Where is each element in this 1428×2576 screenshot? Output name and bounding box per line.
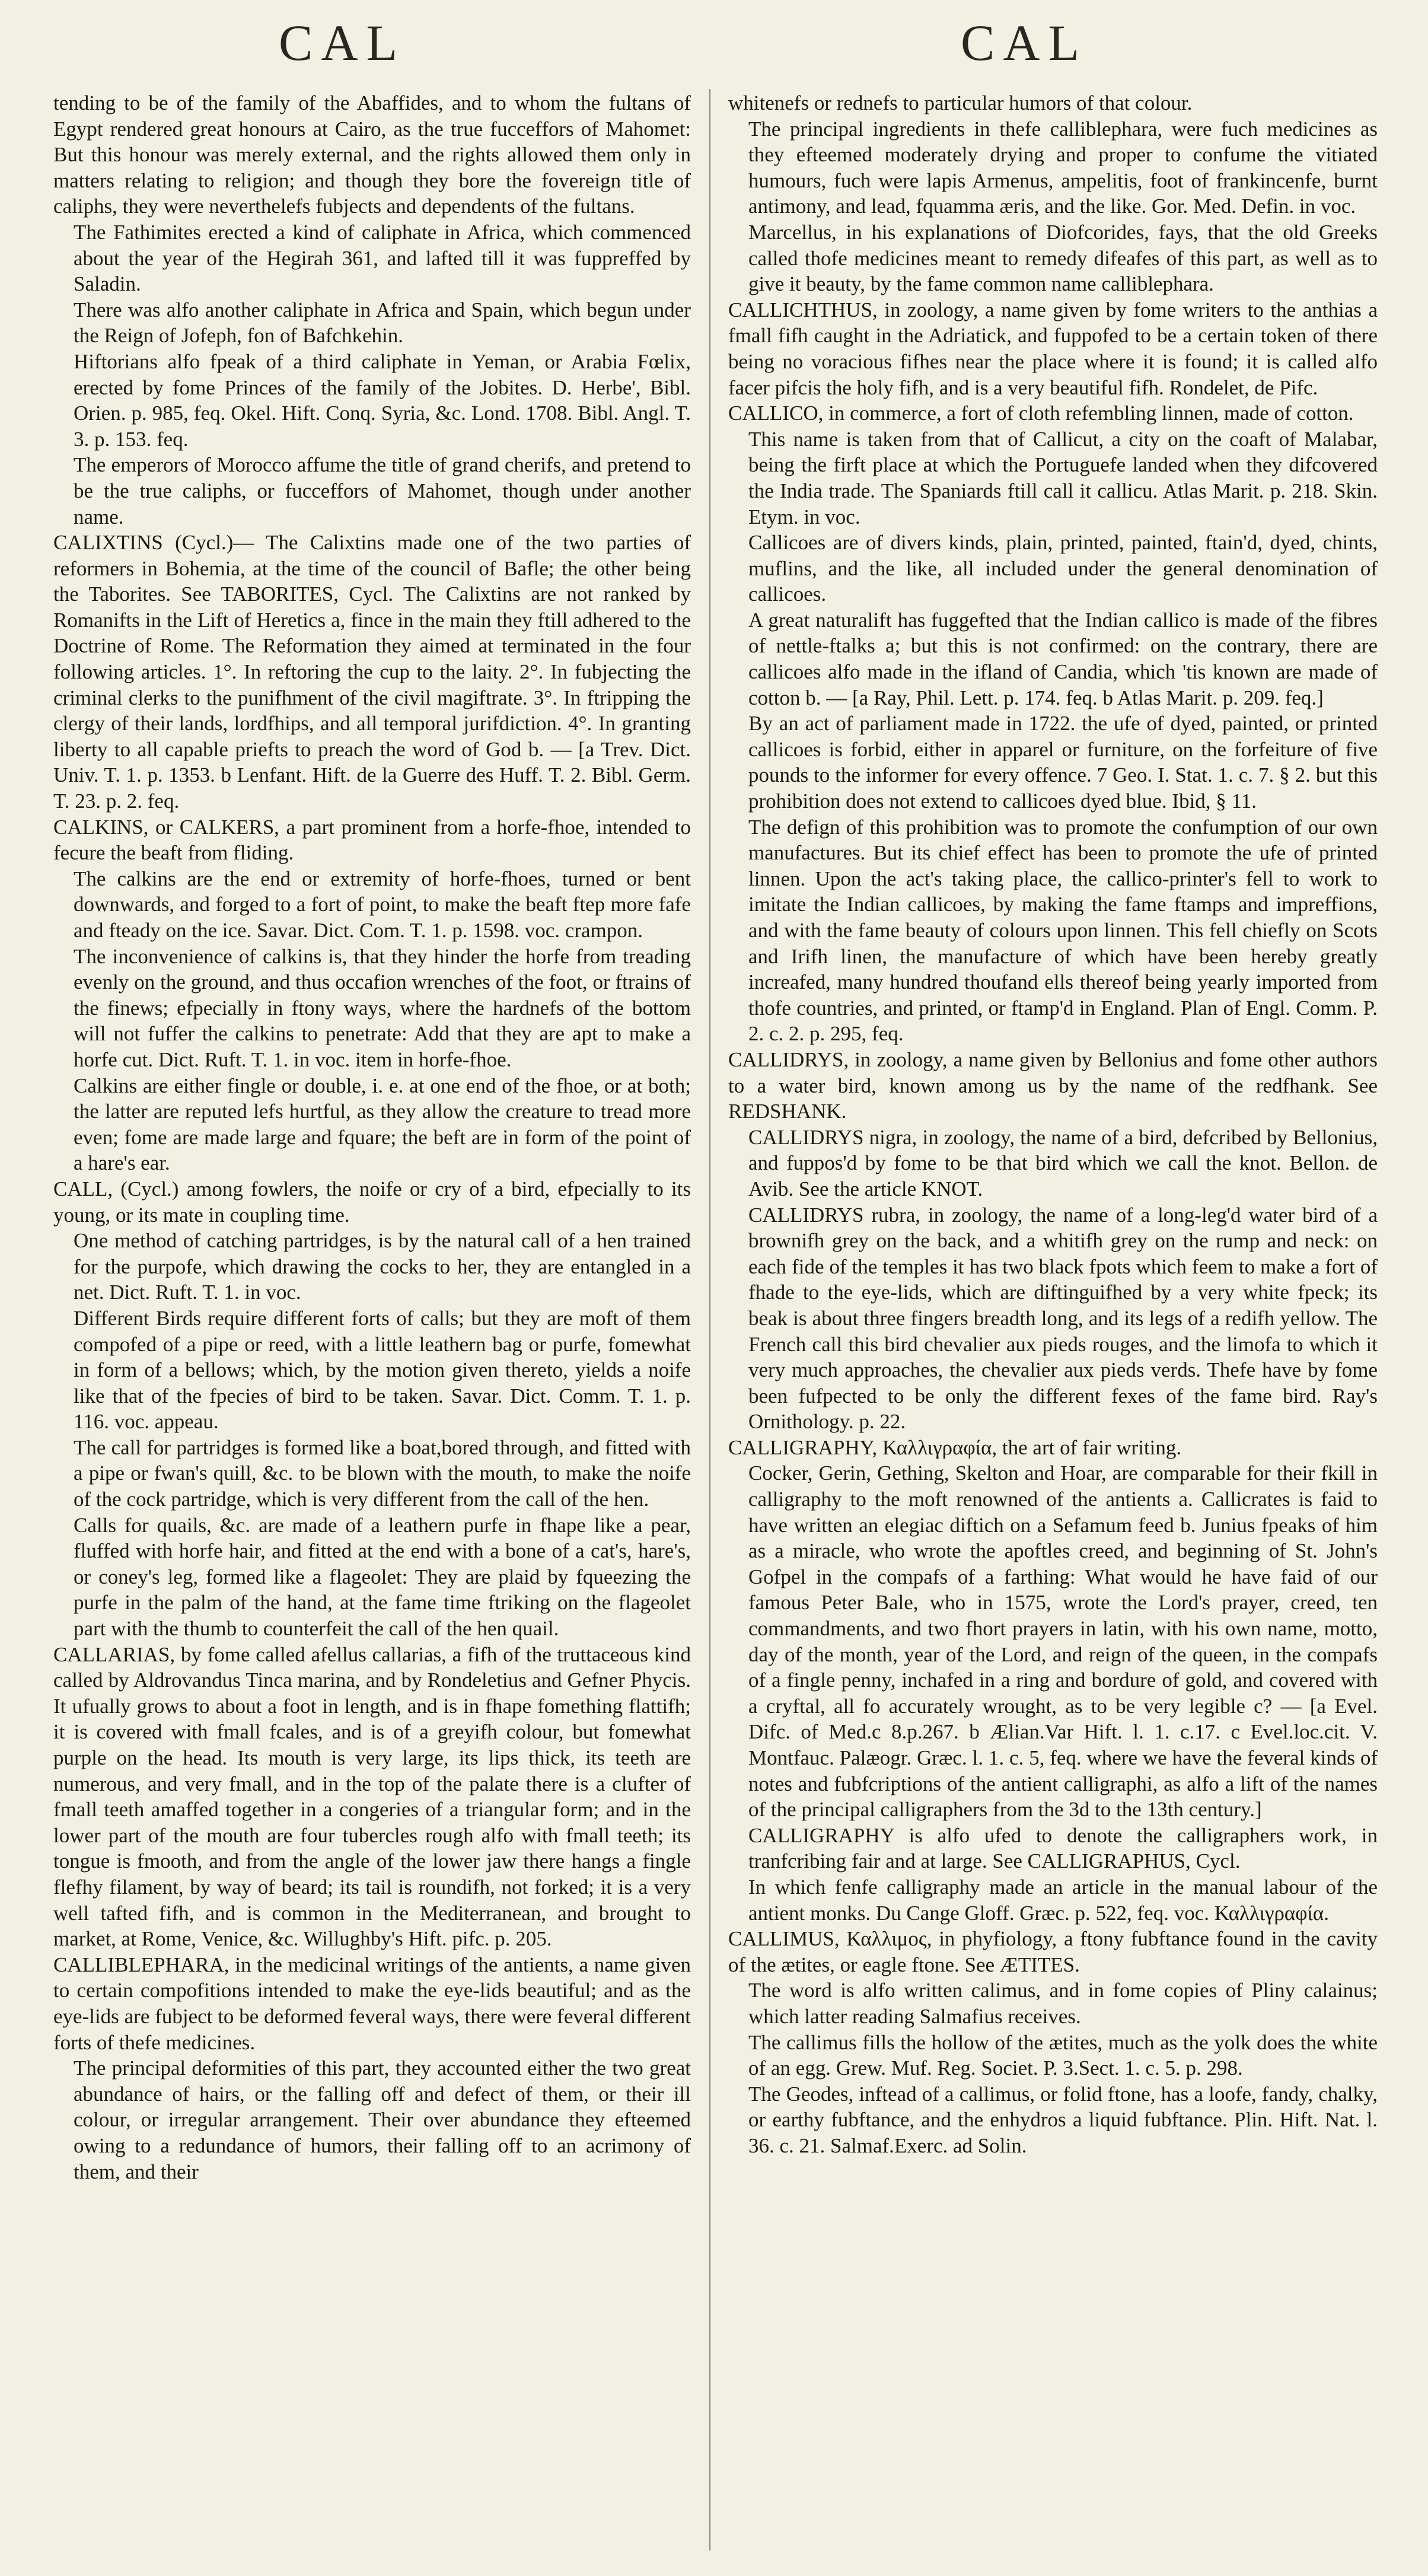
entry-paragraph: The principal deformities of this part, they accounted either the two great abundance of hairs, or the falling off and defect of them, or their ill colour, or irregular arrangement. Their over abundance they efteemed owing to a redundance of humors, their falling off to an acrimony of them, and their (74, 2056, 691, 2183)
entry-paragraph: The defign of this prohibition was to promote the confumption of our own manufactures. But its chief effect has been to promote the ufe of printed linnen. Upon the act's taking place, the callico-printer's fell to work to imitate the Indian callicoes, by making the fame ftamps and impreffions, and with the fame beauty of colours upon linnen. This fell chiefly on Scots and Irifh linen, the manufacture of which have been hereby greatly increafed, many hundred thoufand ells thereof being yearly imported from thofe countries, and printed, or ftamp'd in England. Plan of Engl. Comm. P. 2. c. 2. p. 295, feq. (748, 815, 1378, 1046)
running-head-right: CAL (961, 14, 1088, 71)
entry-paragraph: The calkins are the end or extremity of horfe-fhoes, turned or bent downwards, and forged to a fort of point, to make the beaft ftep more fafe and fteady on the ice. Savar. Dict. Com. T. 1. p. 1598. voc. crampon. (74, 867, 691, 942)
right-column (728, 90, 1378, 2546)
entry-paragraph: There was alfo another caliphate in Africa and Spain, which begun under the Reign of Jofeph, fon of Bafchkehin. (74, 298, 691, 348)
left-column (53, 90, 691, 2546)
entry-paragraph: Cocker, Gerin, Gething, Skelton and Hoar, are comparable for their fkill in calligraphy to the moft renowned of the antients a. Callicrates is faid to have written an elegiac diftich on a Sefamum feed b. Junius fpeaks of him as a miracle, who wrote the apoftles creed, and beginning of St. John's Gofpel in the compafs of a farthing: What would he have faid of our famous Peter Bale, who in 1575, wrote the Lord's prayer, creed, ten commandments, and two fhort prayers in latin, with his own name, motto, day of the month, year of the Lord, and reign of the queen, in the compafs of a fingle penny, inchafed in a ring and bordure of gold, and covered with a cryftal, all fo accurately wrought, as to be very legible c? — [a Evel. Difc. of Med.c 8.p.267. b Ælian.Var Hift. l. 1. c.17. c Evel.loc.cit. V. Montfauc. Palæogr. Græc. l. 1. c. 5, feq. where we have the feveral kinds of notes and fubfcriptions of the antient calligraphi, as alfo a lift of the names of the principal calligraphers from the 3d to the 13th century.] (748, 1461, 1378, 1822)
entry-paragraph: This name is taken from that of Callicut, a city on the coaft of Malabar, being the firft place at which the Portuguefe landed when they difcovered the India trade. The Spaniards ftill call it callicu. Atlas Marit. p. 218. Skin. Etym. in voc. (748, 427, 1378, 528)
entry-paragraph: In which fenfe calligraphy made an article in the manual labour of the antient monks. Du Cange Gloff. Græc. p. 522, feq. voc. Καλλιγραφία. (748, 1875, 1378, 1925)
entry-paragraph: CALLIGRAPHY is alfo ufed to denote the calligraphers work, in tranfcribing fair and at large. See CALLIGRAPHUS, Cycl. (748, 1823, 1378, 1873)
entry-paragraph: Marcellus, in his explanations of Diofcorides, fays, that the old Greeks called thofe medicines meant to remedy difeafes of this part, as well as to give it beauty, by the fame common name calliblephara. (748, 220, 1378, 296)
entry-paragraph: Callicoes are of divers kinds, plain, printed, painted, ftain'd, dyed, chints, muflins, and the like, all included under the general denomination of callicoes. (748, 531, 1378, 606)
entry-paragraph: whitenefs or rednefs to particular humors of that colour. (728, 91, 1193, 114)
entry-paragraph: The callimus fills the hollow of the ætites, much as the yolk does the white of an egg. Grew. Muf. Reg. Societ. P. 3.Sect. 1. c. 5. p. 298. (748, 2030, 1378, 2080)
dictionary-entry: CALIXTINS (Cycl.)— The Calixtins made one of the two parties of reformers in Bohemia, at the time of the council of Bafle; the other being the Taborites. See TABORITES, Cycl. The Calixtins are not ranked by Romanifts in the Lift of Heretics a, fince in the main they ftill adhered to the Doctrine of Rome. The Reformation they aimed at terminated in the four following articles. 1°. In reftoring the cup to the laity. 2°. In fubjecting the criminal clerks to the punifhment of the civil magiftrate. 3°. In ftripping the clergy of their lands, lordfhips, and all temporal jurifdiction. 4°. In granting liberty to all capable priefts to preach the word of God b. — [a Trev. Dict. Univ. T. 1. p. 1353. b Lenfant. Hift. de la Guerre des Huff. T. 2. Bibl. Germ. T. 23. p. 2. feq. (53, 531, 691, 813)
entry-paragraph: The Geodes, inftead of a callimus, or folid ftone, has a loofe, fandy, chalky, or earthy fubftance, and the enhydros a liquid fubftance. Plin. Hift. Nat. l. 36. c. 21. Salmaf.Exerc. ad Solin. (748, 2082, 1378, 2157)
entry-paragraph: The principal ingredients in thefe calliblephara, were fuch medicines as they efteemed moderately drying and proper to confume the vitiated humours, fuch were lapis Armenus, ampelitis, foot of frankincenfe, burnt antimony, and lead, fquamma æris, and the like. Gor. Med. Defin. in voc. (748, 117, 1378, 218)
entry-paragraph: Hiftorians alfo fpeak of a third caliphate in Yeman, or Arabia Fœlix, erected by fome Princes of the family of the Jobites. D. Herbe', Bibl. Orien. p. 985, feq. Okel. Hift. Conq. Syria, &c. Lond. 1708. Bibl. Angl. T. 3. p. 153. feq. (74, 349, 691, 451)
entry-paragraph: Calkins are either fingle or double, i. e. at one end of the fhoe, or at both; the latter are reputed lefs hurtful, as they allow the creature to tread more even; fome are made large and fquare; the beft are in form of the point of a hare's ear. (74, 1074, 691, 1175)
dictionary-entry: CALL, (Cycl.) among fowlers, the noife or cry of a bird, efpecially to its young, or its mate in coupling time. (53, 1177, 691, 1227)
running-head (0, 13, 1428, 84)
dictionary-entry: CALKINS, or CALKERS, a part prominent from a horfe-fhoe, intended to fecure the beaft from fliding. (53, 815, 691, 865)
dictionary-entry: CALLIDRYS, in zoology, a name given by Bellonius and fome other authors to a water bird, known among us by the name of the redfhank. See REDSHANK. (728, 1047, 1378, 1123)
entry-paragraph: One method of catching partridges, is by the natural call of a hen trained for the purpofe, which drawing the cocks to her, they are entangled in a net. Dict. Ruft. T. 1. in voc. (74, 1229, 691, 1304)
entry-paragraph: By an act of parliament made in 1722. the ufe of dyed, painted, or printed callicoes is forbid, either in apparel or furniture, on the forfeiture of five pounds to the informer for every offence. 7 Geo. I. Stat. 1. c. 7. § 2. but this prohibition does not extend to callicoes dyed blue. Ibid, § 11. (748, 712, 1378, 813)
entry-paragraph: The inconvenience of calkins is, that they hinder the horfe from treading evenly on the ground, and thus occafion wrenches of the foot, or ftrains of the finews; efpecially in ftony ways, where the hardnefs of the bottom will not fuffer the calkins to penetrate: Add that they are apt to make a horfe cut. Dict. Ruft. T. 1. in voc. item in horfe-fhoe. (74, 944, 691, 1071)
entry-paragraph: The word is alfo written calimus, and in fome copies of Pliny calainus; which latter reading Salmafius receives. (748, 1979, 1378, 2028)
running-head-left: CAL (279, 14, 406, 71)
dictionary-entry: CALLICHTHUS, in zoology, a name given by fome writers to the anthias a fmall fifh caught in the Adriatick, and fuppofed to be a certain token of there being no voracious fifhes near the place where it is found; it is called alfo facer pifcis the holy fifh, and is a very beautiful fifh. Rondelet, de Pifc. (728, 298, 1378, 399)
dictionary-entry: CALLARIAS, by fome called afellus callarias, a fifh of the truttaceous kind called by Aldrovandus Tinca marina, and by Rondeletius and Gefner Phycis. It ufually grows to about a foot in length, and is in fhape fomething flattifh; it is covered with fmall fcales, and is of a greyifh colour, but fomewhat purple on the head. Its mouth is very large, its lips thick, its teeth are numerous, and very fmall, and in the top of the palate there is a clufter of fmall teeth amaffed together in a congeries of a triangular form; and in the lower part of the mouth are four tubercles rough alfo with fmall teeth; its tongue is fmooth, and from the angle of the lower jaw there hangs a fingle flefhy filament, by way of beard; its tail is roundifh, not forked; it is a very well tafted fifh, and is common in the Mediterranean, and brought to market, at Rome, Venice, &c. Willughby's Hift. pifc. p. 205. (53, 1642, 691, 1951)
entry-paragraph: CALLIDRYS rubra, in zoology, the name of a long-leg'd water bird of a brownifh grey on the back, and a whitifh grey on the rump and neck: on each fide of the temples it has two black fpots which feem to make a fort of fhade to the eye-lids, which are diftinguifhed by a very white fpeck; its beak is about three fingers breadth long, and its legs of a redifh yellow. The French call this bird chevalier aux pieds rouges, and the limofa to which it very much approaches, the chevalier aux pieds verds. Thefe have by fome been fufpected to be only the different fexes of the fame bird. Ray's Ornithology. p. 22. (748, 1203, 1378, 1434)
entry-paragraph: Calls for quails, &c. are made of a leathern purfe in fhape like a pear, fluffed with horfe hair, and fitted at the end with a bone of a cat's, hare's, or coney's leg, formed like a flageolet: They are plaid by fqueezing the purfe in the palm of the hand, at the fame time ftriking on the flageolet part with the thumb to counterfeit the call of the hen quail. (74, 1513, 691, 1641)
entry-paragraph: The Fathimites erected a kind of caliphate in Africa, which commenced about the year of the Hegirah 361, and lafted till it was fuppreffed by Saladin. (74, 220, 691, 296)
dictionary-entry: CALLIBLEPHARA, in the medicinal writings of the antients, a name given to certain compofitions intended to make the eye-lids beautiful; and as the eye-lids are fubject to be deformed feveral ways, there were feveral different forts of thefe medicines. (53, 1953, 691, 2054)
dictionary-entry: CALLICO, in commerce, a fort of cloth refembling linnen, made of cotton. (728, 402, 1354, 425)
entry-paragraph: tending to be of the family of the Abaffides, and to whom the fultans of Egypt rendered great honours at Cairo, as the true fucceffors of Mahomet: But this honour was merely external, and the rights allowed them only in matters relating to religion; and though they bore the fovereign title of caliphs, they were neverthelefs fubjects and dependents of the fultans. (53, 91, 691, 218)
entry-paragraph: A great naturalift has fuggefted that the Indian callico is made of the fibres of nettle-ftalks a; but this is not confirmed: on the contrary, there are callicoes alfo made in the ifland of Candia, which 'tis known are made of cotton b. — [a Ray, Phil. Lett. p. 174. feq. b Atlas Marit. p. 209. feq.] (748, 608, 1378, 709)
entry-paragraph: CALLIDRYS nigra, in zoology, the name of a bird, defcribed by Bellonius, and fuppos'd by fome to be that bird which we call the knot. Bellon. de Avib. See the article KNOT. (748, 1125, 1378, 1201)
entry-paragraph: The emperors of Morocco affume the title of grand cherifs, and pretend to be the true caliphs, or fucceffors of Mahomet, though under another name. (74, 453, 691, 528)
column-divider (709, 89, 710, 2550)
dictionary-entry: CALLIGRAPHY, Καλλιγραφία, the art of fair writing. (728, 1435, 1182, 1459)
dictionary-entry: CALLIMUS, Καλλιμος, in phyfiology, a ftony fubftance found in the cavity of the ætites, or eagle ftone. See ÆTITES. (728, 1927, 1378, 1976)
entry-paragraph: The call for partridges is formed like a boat,bored through, and fitted with a pipe or fwan's quill, &c. to be blown with the mouth, to make the noife of the cock partridge, which is very different from the call of the hen. (74, 1435, 691, 1511)
entry-paragraph: Different Birds require different forts of calls; but they are moft of them compofed of a pipe or reed, with a little leathern bag or purfe, fomewhat in form of a bellows; which, by the motion given thereto, yields a noife like that of the fpecies of bird to be taken. Savar. Dict. Comm. T. 1. p. 116. voc. appeau. (74, 1306, 691, 1434)
